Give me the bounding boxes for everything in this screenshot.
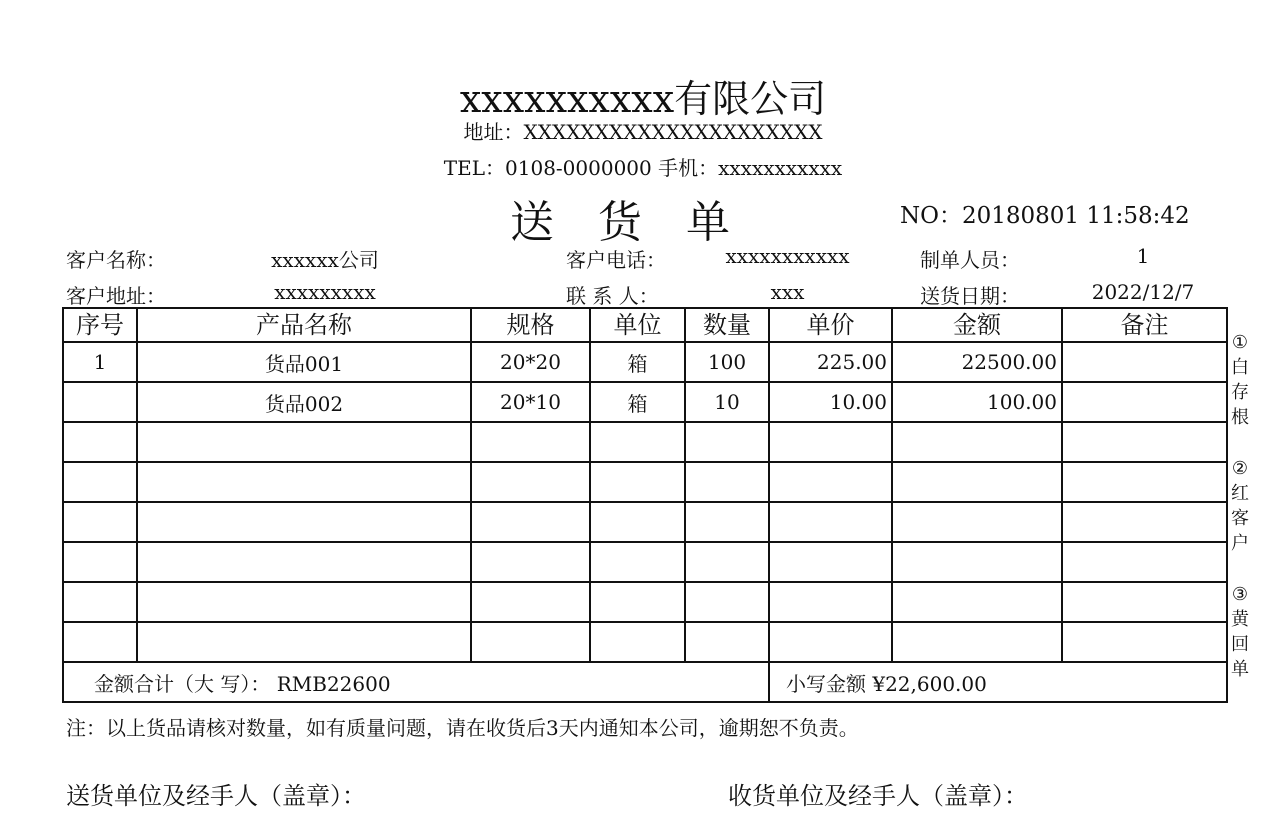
contact-label: 联 系 人： [566, 284, 659, 308]
cell-spec [471, 582, 590, 622]
sender-signature-label: 送货单位及经手人（盖章）： [66, 782, 366, 810]
copy-note-red [1229, 456, 1251, 556]
cell-remark [1062, 462, 1227, 502]
cell-unit-price [769, 502, 892, 542]
cell-unit-price [769, 422, 892, 462]
delivery-date-label: 送货日期： [920, 284, 1020, 308]
table-row [63, 582, 1227, 622]
cell-unit-price [769, 462, 892, 502]
copy-note-char: 红 [1231, 483, 1249, 504]
cell-product-name: 货品002 [137, 382, 471, 422]
cell-quantity: 100 [685, 342, 769, 382]
company-phone: TEL：0108-0000000 手机：xxxxxxxxxxx [443, 156, 843, 180]
cell-remark [1062, 502, 1227, 542]
table-row [63, 382, 1227, 422]
cell-unit-price [769, 542, 892, 582]
cell-unit [590, 582, 685, 622]
cell-quantity [685, 582, 769, 622]
copy-note-char: ① [1231, 332, 1249, 353]
cell-amount [892, 462, 1062, 502]
cell-unit [590, 622, 685, 662]
maker-label: 制单人员： [920, 248, 1020, 272]
cell-quantity [685, 502, 769, 542]
total-row [63, 662, 1227, 702]
company-address: 地址：XXXXXXXXXXXXXXXXXXXXX [463, 120, 823, 144]
header-remark: 备注 [1062, 308, 1227, 342]
delivery-date-value: 2022/12/7 [1091, 280, 1195, 304]
cell-amount [892, 422, 1062, 462]
cell-spec [471, 462, 590, 502]
cell-spec [471, 502, 590, 542]
contact-value: xxx [770, 280, 805, 304]
header-unit-price: 单价 [769, 308, 892, 342]
cell-quantity [685, 462, 769, 502]
copy-note-char: 白 [1231, 357, 1249, 378]
goods-table [62, 307, 1228, 703]
cell-product-name [137, 542, 471, 582]
cell-amount [892, 622, 1062, 662]
cell-no [63, 582, 137, 622]
table-row [63, 462, 1227, 502]
cell-product-name [137, 622, 471, 662]
cell-quantity [685, 422, 769, 462]
cell-no [63, 502, 137, 542]
copy-note-char: 存 [1231, 382, 1249, 403]
cell-unit: 箱 [590, 342, 685, 382]
copy-note-char: ② [1231, 458, 1249, 479]
cell-no [63, 622, 137, 662]
cell-no [63, 462, 137, 502]
cell-unit [590, 542, 685, 582]
cell-no [63, 422, 137, 462]
cell-amount [892, 582, 1062, 622]
table-row [63, 542, 1227, 582]
cell-spec [471, 622, 590, 662]
header-product-name: 产品名称 [137, 308, 471, 342]
table-header-row [63, 308, 1227, 342]
receiver-signature-label: 收货单位及经手人（盖章）： [728, 782, 1028, 810]
cell-spec [471, 542, 590, 582]
header-unit: 单位 [590, 308, 685, 342]
cell-quantity [685, 542, 769, 582]
copy-note-char: 户 [1231, 533, 1249, 554]
cell-remark [1062, 582, 1227, 622]
document-title: 送货单 [510, 197, 774, 248]
cell-unit-price [769, 582, 892, 622]
table-row [63, 622, 1227, 662]
copy-note-yellow [1229, 582, 1251, 682]
cell-spec [471, 422, 590, 462]
cell-product-name [137, 502, 471, 542]
cell-no: 1 [63, 342, 137, 382]
copy-note-char: ③ [1231, 584, 1249, 605]
copy-distribution-notes [1229, 330, 1251, 708]
document-number: NO：20180801 11:58:42 [900, 203, 1190, 229]
cell-unit [590, 502, 685, 542]
cell-amount: 22500.00 [892, 342, 1062, 382]
customer-phone-value: xxxxxxxxxxx [725, 244, 850, 268]
customer-phone-label: 客户电话： [566, 248, 666, 272]
customer-address-label: 客户地址： [66, 284, 166, 308]
cell-amount [892, 542, 1062, 582]
total-amount-uppercase: 金额合计（大 写）： RMB22600 [63, 662, 769, 702]
customer-address-value: xxxxxxxxx [274, 280, 376, 304]
copy-note-char: 客 [1231, 508, 1249, 529]
header-spec: 规格 [471, 308, 590, 342]
copy-note-char: 根 [1231, 407, 1249, 428]
cell-amount [892, 502, 1062, 542]
customer-name-label: 客户名称： [66, 248, 166, 272]
cell-spec: 20*20 [471, 342, 590, 382]
footer-note: 注：以上货品请核对数量，如有质量问题，请在收货后3天内通知本公司，逾期恕不负责。 [66, 716, 859, 740]
maker-value: 1 [1136, 244, 1150, 268]
cell-quantity [685, 622, 769, 662]
cell-remark [1062, 342, 1227, 382]
cell-unit-price [769, 622, 892, 662]
cell-product-name: 货品001 [137, 342, 471, 382]
company-name: xxxxxxxxxx有限公司 [459, 77, 827, 121]
table-row [63, 502, 1227, 542]
copy-note-char: 单 [1231, 659, 1249, 680]
cell-product-name [137, 582, 471, 622]
header-no: 序号 [63, 308, 137, 342]
cell-spec: 20*10 [471, 382, 590, 422]
cell-product-name [137, 462, 471, 502]
cell-quantity: 10 [685, 382, 769, 422]
cell-remark [1062, 622, 1227, 662]
cell-unit: 箱 [590, 382, 685, 422]
cell-remark [1062, 382, 1227, 422]
header-quantity: 数量 [685, 308, 769, 342]
cell-unit [590, 422, 685, 462]
cell-product-name [137, 422, 471, 462]
cell-unit-price: 225.00 [769, 342, 892, 382]
customer-name-value: xxxxxx公司 [271, 248, 379, 272]
copy-note-char: 回 [1231, 634, 1249, 655]
cell-unit [590, 462, 685, 502]
copy-note-char: 黄 [1231, 609, 1249, 630]
cell-unit-price: 10.00 [769, 382, 892, 422]
header-amount: 金额 [892, 308, 1062, 342]
total-amount-lowercase: 小写金额 ¥22,600.00 [769, 662, 1227, 702]
cell-remark [1062, 422, 1227, 462]
copy-note-white [1229, 330, 1251, 430]
cell-no [63, 382, 137, 422]
table-row [63, 342, 1227, 382]
cell-no [63, 542, 137, 582]
cell-remark [1062, 542, 1227, 582]
cell-amount: 100.00 [892, 382, 1062, 422]
table-row [63, 422, 1227, 462]
